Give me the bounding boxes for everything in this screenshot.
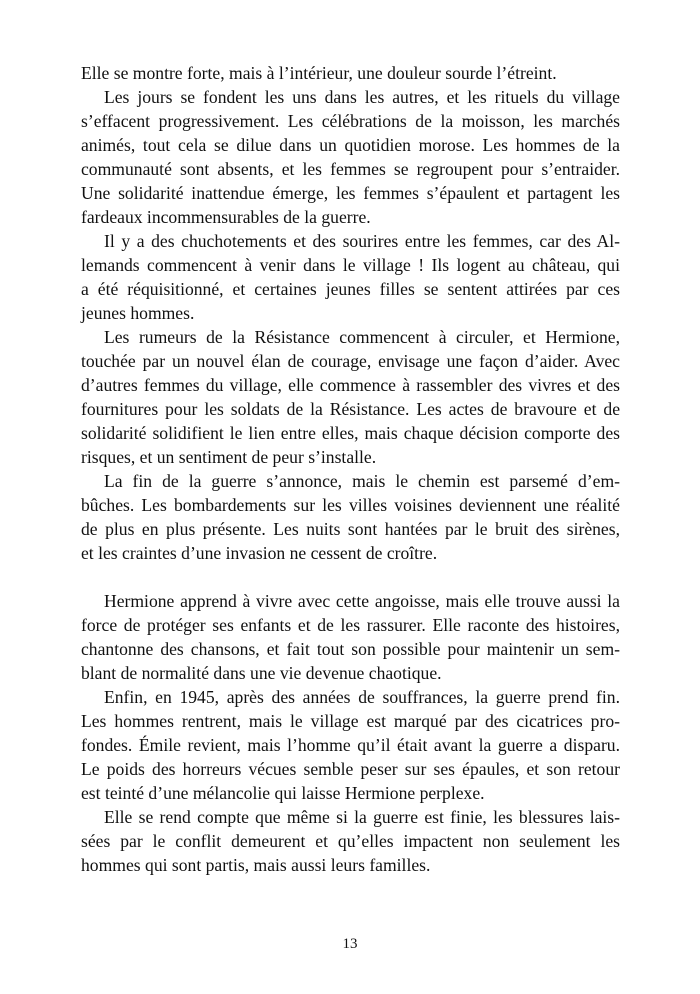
text-line: solidarité solidifient le lien entre elles, mais chaque décision comporte des [81,423,620,443]
text-line: a été réquisitionné, et certaines jeunes filles se sentent attirées par ces [81,279,620,299]
page-body [81,61,620,877]
text-line: d’autres femmes du village, elle commence à rassembler des vivres et des [81,375,620,395]
text-line: Il y a des chuchotements et des sourires entre les femmes, car des Al- [104,231,620,251]
text-line: Elle se rend compte que même si la guerre est finie, les blessures lais- [104,807,620,827]
text-line: jeunes hommes. [81,303,195,323]
text-line: La fin de la guerre s’annonce, mais le chemin est parsemé d’em- [104,471,620,491]
text-line: de plus en plus présente. Les nuits sont hantées par le bruit des sirènes, [81,519,620,539]
paragraph [81,469,620,565]
text-line: Le poids des horreurs vécues semble peser sur ses épaules, et son retour [81,759,620,779]
text-line: Enfin, en 1945, après des années de souffrances, la guerre prend fin. [104,687,620,707]
text-line: lemands commencent à venir dans le village ! Ils logent au château, qui [81,255,620,275]
text-line: blant de normalité dans une vie devenue chaotique. [81,663,442,683]
text-line: Elle se montre forte, mais à l’intérieur, une douleur sourde l’étreint. [81,63,557,83]
text-line: touchée par un nouvel élan de courage, envisage une façon d’aider. Avec [81,351,620,371]
text-line: hommes qui sont partis, mais aussi leurs familles. [81,855,431,875]
paragraph [81,589,620,685]
text-line: fournitures pour les soldats de la Résistance. Les actes de bravoure et de [81,399,620,419]
text-line: communauté sont absents, et les femmes se regroupent pour s’entraider. [81,159,620,179]
text-line: Une solidarité inattendue émerge, les femmes s’épaulent et partagent les [81,183,620,203]
text-line: s’effacent progressivement. Les célébrations de la moisson, les marchés [81,111,620,131]
text-line: fondes. Émile revient, mais l’homme qu’il était avant la guerre a disparu. [81,735,620,755]
paragraph [81,61,620,85]
text-line: fardeaux incommensurables de la guerre. [81,207,371,227]
text-line: animés, tout cela se dilue dans un quotidien morose. Les hommes de la [81,135,620,155]
text-line: force de protéger ses enfants et de les rassurer. Elle raconte des histoires, [81,615,620,635]
paragraph [81,685,620,805]
paragraph [81,229,620,325]
text-line: Les hommes rentrent, mais le village est marqué par des cicatrices pro- [81,711,620,731]
paragraph-gap [81,565,620,589]
text-line: bûches. Les bombardements sur les villes voisines deviennent une réalité [81,495,620,515]
text-line: est teinté d’une mélancolie qui laisse Hermione perplexe. [81,783,485,803]
text-line: Les jours se fondent les uns dans les autres, et les rituels du village [104,87,620,107]
paragraph [81,805,620,877]
text-line: Les rumeurs de la Résistance commencent à circuler, et Hermione, [104,327,620,347]
text-line: risques, et un sentiment de peur s’installe. [81,447,377,467]
paragraph [81,325,620,469]
page-number: 13 [342,936,358,952]
text-line: sées par le conflit demeurent et qu’elles impactent non seulement les [81,831,620,851]
paragraph [81,85,620,229]
text-line: Hermione apprend à vivre avec cette angoisse, mais elle trouve aussi la [104,591,620,611]
text-line: chantonne des chansons, et fait tout son possible pour maintenir un sem- [81,639,620,659]
text-line: et les craintes d’une invasion ne cessent de croître. [81,543,438,563]
